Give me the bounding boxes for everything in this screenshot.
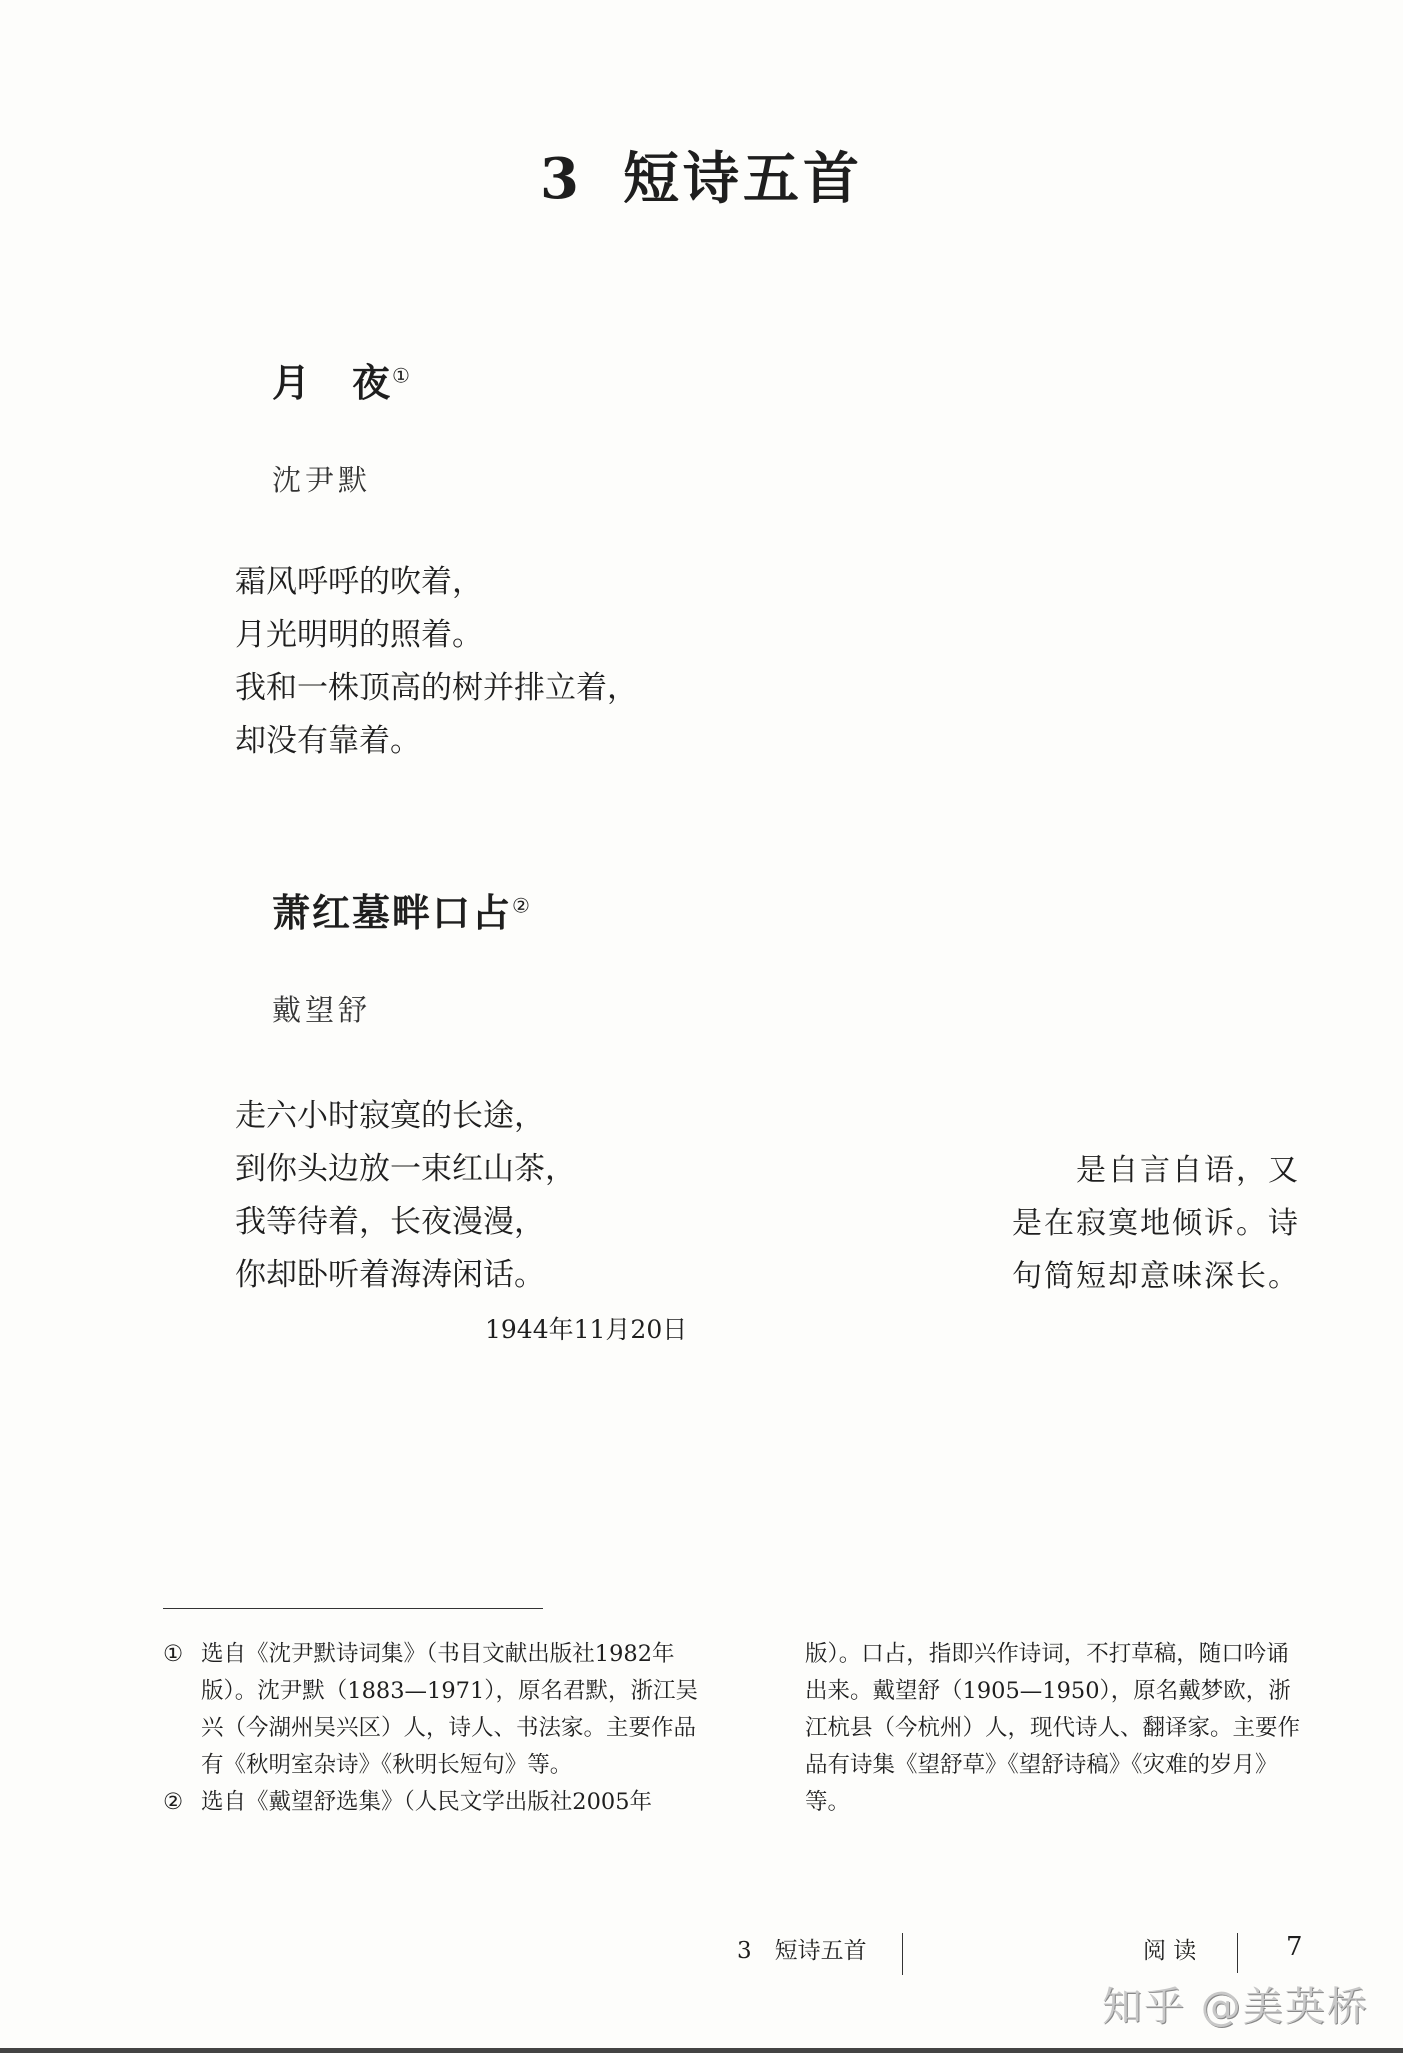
poem-body [235,556,638,768]
footnote-ref[interactable]: ① [392,363,412,388]
footer-divider [902,1933,903,1975]
poem-line: 走六小时寂寞的长途， [235,1098,545,1134]
footnotes-left [163,1636,708,1821]
poem-line: 我和一株顶高的树并排立着， [235,670,638,706]
footer-lesson: 3 短诗五首 [737,1938,867,1964]
poem-title: 月 夜① [272,360,412,405]
poem-line: 你却卧听着海涛闲话。 [235,1257,545,1293]
footnote-ref[interactable]: ② [512,893,532,918]
footer-section: 阅 读 [1143,1938,1197,1964]
footnote-2: ② 选自《戴望舒选集》（人民文学出版社2005年 [163,1789,653,1815]
page-number: 7 [1286,1932,1303,1962]
poem-line: 霜风呼呼的吹着， [235,564,483,600]
footnote-1: ① 选自《沈尹默诗词集》（书目文献出版社1982年版）。沈尹默（1883—1971），原名君默，浙江吴兴（今湖州吴兴区）人，诗人、书法家。主要作品有《秋明室杂诗》《秋明长短句》等。 [163,1641,699,1778]
poem-title: 萧红墓畔口占② [272,890,532,935]
poem-line: 却没有靠着。 [235,723,421,759]
side-note: 是自言自语，又 是在寂寞地倾诉。诗 句简短却意味深长。 [1012,1153,1300,1294]
page-edge [0,2048,1403,2053]
lesson-title: 3 短诗五首 [540,146,863,212]
poem-date: 1944年11月20日 [485,1315,688,1344]
poem-body [235,1090,576,1302]
poem-author: 沈尹默 [272,463,372,497]
footer-divider [1237,1933,1238,1973]
poem-line: 到你头边放一束红山茶， [235,1151,576,1187]
watermark: 知乎 @美英桥 [1102,1984,1369,2030]
footnote-2-continued: 版）。口占，指即兴作诗词，不打草稿，随口吟诵出来。戴望舒（1905—1950），原名戴梦欧，浙江杭县（今杭州）人，现代诗人、翻译家。主要作品有诗集《望舒草》《望舒诗稿》《灾难的岁月》等。 [805,1641,1301,1815]
footnote-divider [163,1608,543,1609]
poem-line: 月光明明的照着。 [235,617,483,653]
poem-author: 戴望舒 [272,993,372,1027]
poem-line: 我等待着，长夜漫漫， [235,1204,545,1240]
